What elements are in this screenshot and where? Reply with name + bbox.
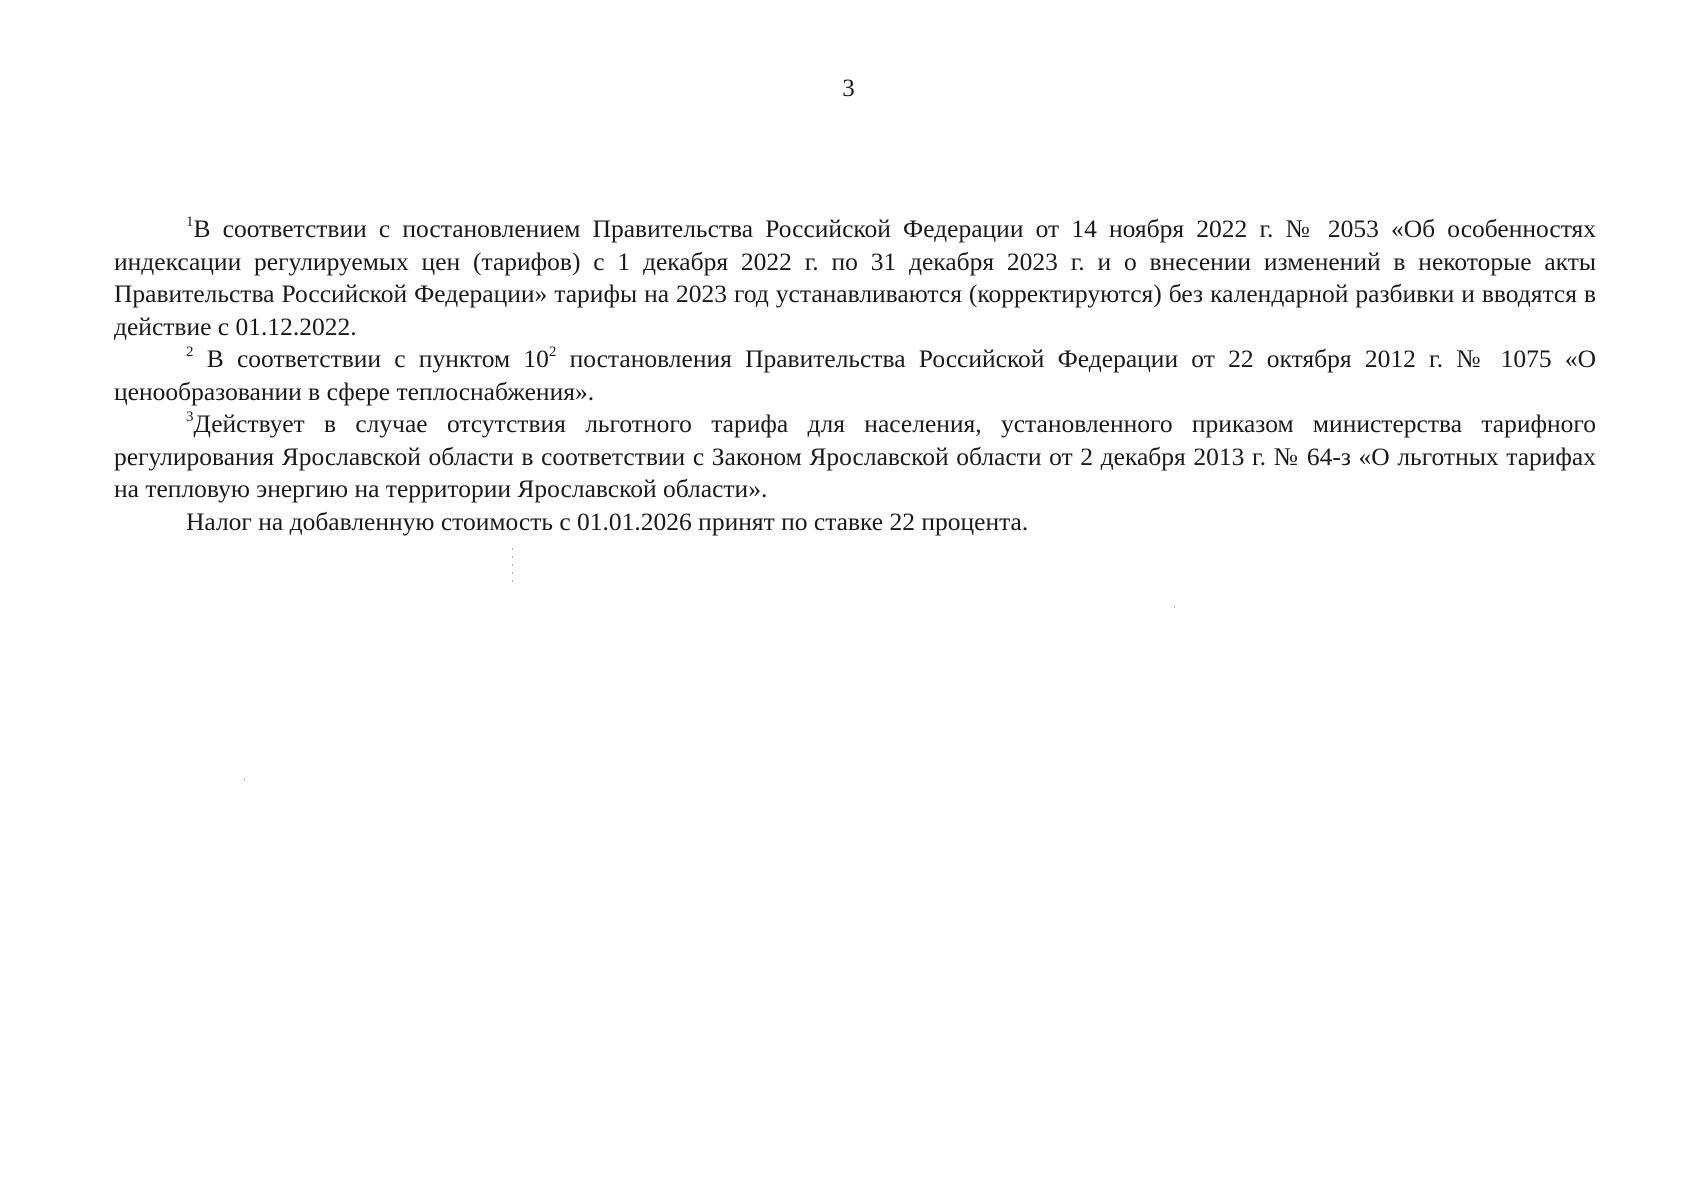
scan-speck xyxy=(1174,606,1175,608)
vat-note: Налог на добавленную стоимость с 01.01.2026 принят по ставке 22 процента. xyxy=(186,506,1029,536)
scan-speck xyxy=(512,548,513,588)
footnote-3 xyxy=(114,408,1596,506)
footnote-text-2-after: постановления Правительства Российской Федерации от 22 октября 2012 г. № 1075 «О ценообразовании в сфере теплоснабжения». xyxy=(114,344,1597,406)
footnote-text-1: В соответствии с постановлением Правительства Российской Федерации от 14 ноября 2022 г. № 2053 «Об особенностях индексации регулируемых цен (тарифов) с 1 декабря 2022 г. по 31 декабря 2023 г. и о внесении изменений в некоторые акты Правительства Российской Федерации» тарифы на 2023 год устанавливаются (корректируются) без календарной разбивки и вводятся в действие с 01.12.2022. xyxy=(114,214,1596,341)
footnote-1 xyxy=(114,213,1596,343)
footnote-2 xyxy=(114,343,1596,408)
footnote-text-3: Действует в случае отсутствия льготного тарифа для населения, установленного приказом министерства тарифного регулирования Ярославской области в соответствии с Законом Ярославской области от 2 декабря 2013 г. № 64-з «О льготных тарифах на тепловую энергию на территории Ярославской области». xyxy=(114,409,1596,503)
scan-speck xyxy=(244,778,245,780)
footnote-marker-1: 1 xyxy=(186,214,194,230)
page-number: 3 xyxy=(842,75,855,102)
footnote-marker-3: 3 xyxy=(186,409,194,425)
footnote-marker-2: 2 xyxy=(186,344,194,360)
footnote-point-superscript: 2 xyxy=(548,344,557,360)
footnotes xyxy=(114,213,1596,538)
footnote-text-2-before: В соответствии с пунктом 10 xyxy=(206,344,549,373)
